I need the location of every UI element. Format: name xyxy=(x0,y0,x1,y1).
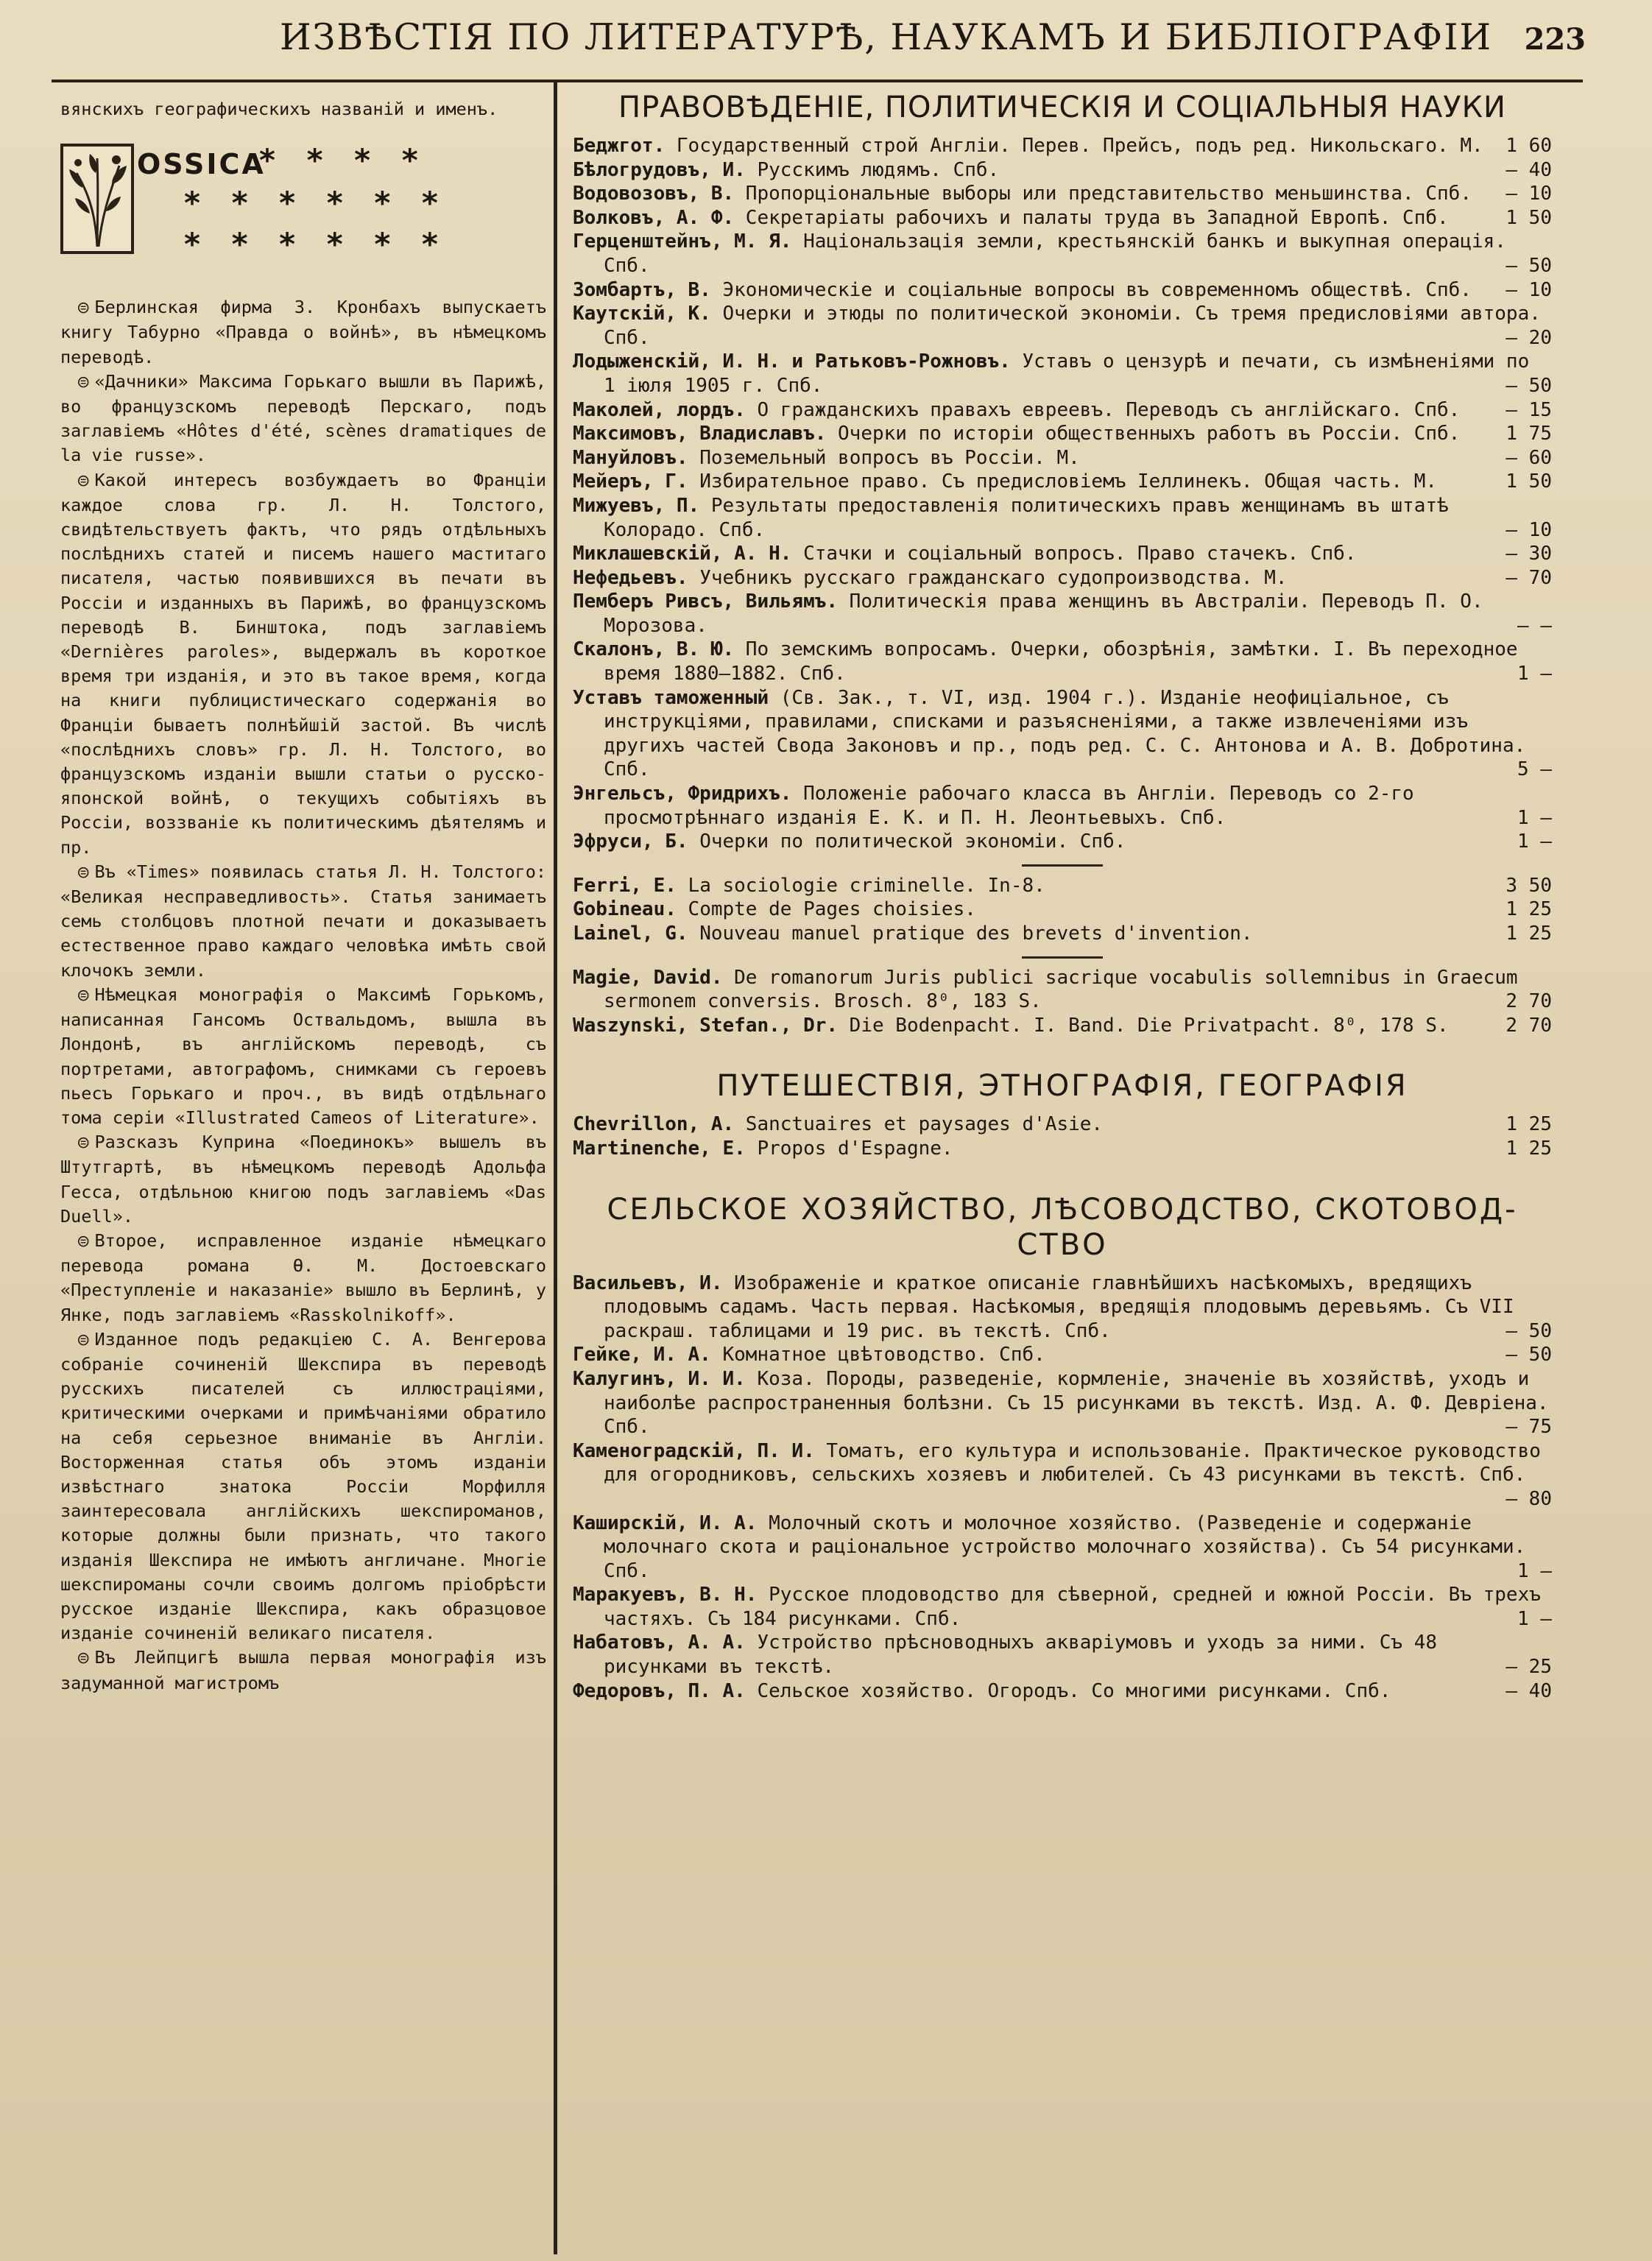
entry-price: 1 — xyxy=(1517,1559,1552,1582)
bibliography-entry xyxy=(573,590,1552,638)
entry-author: Волковъ, А. Ф. xyxy=(573,206,735,229)
entry-author: Набатовъ, А. А. xyxy=(573,1632,746,1654)
entry-author: Маколей, лордъ. xyxy=(573,398,746,421)
entry-price: 1 25 xyxy=(1505,923,1552,945)
entry-price: — 10 xyxy=(1505,183,1552,205)
entry-price: — 40 xyxy=(1505,1679,1552,1702)
entry-title: Устройство прѣсноводныхъ акваріумовъ и уходъ за ними. Съ 48 рисунками въ текстѣ. xyxy=(604,1632,1438,1679)
bullet-icon: ⊜ xyxy=(77,471,91,490)
bibliography-entry xyxy=(573,302,1552,350)
entry-title: Положеніе рабочаго класса въ Англіи. Переводъ со 2-го просмотрѣннаго изданія Е. К. и П. Н. Леонтьевыхъ. Спб. xyxy=(604,783,1414,829)
entry-title: Изображеніе и краткое описаніе главнѣйшихъ насѣкомыхъ, вредящихъ плодовымъ садамъ. Часть первая. Насѣкомыя, вредящія плодовымъ деревьямъ. Съ VII раскраш. таблицами и 19 рис. въ текстѣ. Спб. xyxy=(604,1271,1514,1342)
entry-author: Нефедьевъ. xyxy=(573,566,688,589)
entry-author: Максимовъ, Владиславъ. xyxy=(573,423,827,445)
entry-price: 1 75 xyxy=(1505,423,1552,445)
entry-price: 1 25 xyxy=(1505,1137,1552,1160)
entry-title: Sanctuaires et paysages d'Asie. xyxy=(734,1113,1104,1136)
bibliography-entry xyxy=(573,1631,1552,1679)
news-item: ⊜ Второе, исправленное изданіе нѣмецкаго перевода романа Ѳ. М. Достоевскаго «Преступленіе и наказаніе» вышло въ Берлинѣ, у Янке, подъ заглавіемъ «Rasskolnikoff». xyxy=(60,1230,546,1325)
bibliography-entry xyxy=(573,922,1552,946)
section-heading-travel: ПУТЕШЕСТВІЯ, ЭТНОГРАФІЯ, ГЕОГРАФІЯ xyxy=(716,1069,1408,1104)
bibliography-entry xyxy=(573,1112,1552,1137)
bibliography-entry xyxy=(573,1137,1552,1161)
entry-title: Уставъ о цензурѣ и печати, съ измѣненіями по 1 іюля 1905 г. Спб. xyxy=(604,350,1530,397)
entry-title: Молочный скотъ и молочное хозяйство. (Разведеніе и содержаніе молочнаго скота и раціональное устройство молочнаго хозяйства). Съ 54 рисунками. Спб. xyxy=(604,1512,1526,1582)
bullet-icon: ⊜ xyxy=(77,1649,91,1668)
entry-author: Миклашевскій, А. Н. xyxy=(573,543,792,565)
entry-price: — 20 xyxy=(1505,326,1552,349)
bibliography-entry xyxy=(573,874,1552,898)
stars-row-3: * * * * * * xyxy=(184,226,448,263)
bibliography-entry xyxy=(573,1583,1552,1631)
entry-price: — 40 xyxy=(1505,158,1552,181)
law-foreign-entries xyxy=(573,874,1552,946)
news-item: ⊜ Въ «Times» появилась статья Л. Н. Толстого: «Великая несправедливость». Статья занимаетъ семь столбцовъ плотной печати и доказываетъ естественное право каждаго человѣка имѣть свой клочокъ земли. xyxy=(60,861,546,981)
page-number: 223 xyxy=(1524,22,1586,57)
left-column xyxy=(60,97,546,1696)
entry-title: Комнатное цвѣтоводство. Спб. xyxy=(710,1344,1045,1366)
law-entries xyxy=(573,134,1552,854)
entry-price: 2 70 xyxy=(1505,990,1552,1013)
entry-title: Nouveau manuel pratique des brevets d'invention. xyxy=(688,923,1253,945)
entry-title: Секретаріаты рабочихъ и палаты труда въ Западной Европѣ. Спб. xyxy=(734,206,1449,229)
bibliography-entry xyxy=(573,1439,1552,1512)
bullet-icon: ⊜ xyxy=(77,1232,91,1251)
entry-price: — 10 xyxy=(1505,278,1552,301)
separator-rule xyxy=(1022,956,1103,959)
bibliography-entry xyxy=(573,782,1552,830)
entry-author: Скалонъ, В. Ю. xyxy=(573,638,735,661)
entry-price: — 25 xyxy=(1505,1656,1552,1679)
section-heading-agriculture xyxy=(573,1192,1552,1263)
entry-author: Каширскій, И. А. xyxy=(573,1512,758,1534)
entry-title: Compte de Pages choisies. xyxy=(676,898,976,921)
entry-title: Государственный строй Англіи. Перев. Прейсъ, подъ ред. Никольскаго. М. xyxy=(665,135,1483,157)
entry-title: Учебникъ русскаго гражданскаго судопроизводства. М. xyxy=(688,566,1288,589)
entry-price: — 50 xyxy=(1505,254,1552,277)
right-column xyxy=(573,90,1552,1703)
entry-author: Лодыженскій, И. Н. и Ратьковъ-Рожновъ. xyxy=(573,350,1011,373)
entry-title: (Св. Зак., т. VI, изд. 1904 г.). Изданіе неофиціальное, съ инструкціями, правилами, списками и разъясненіями, а также извлеченіями изъ другихъ частей Свода Законовъ и пр., подъ ред. С. С. Антонова и А. В. Добротина. Спб. xyxy=(604,686,1526,781)
rossica-word: OSSICA xyxy=(137,148,266,181)
bibliography-entry xyxy=(573,422,1552,446)
entry-title: La sociologie criminelle. In-8. xyxy=(676,874,1045,897)
section-heading-line: СЕЛЬСКОЕ ХОЗЯЙСТВО, ЛѢСОВОДСТВО, СКОТОВОД- xyxy=(607,1192,1518,1227)
entry-price: 1 25 xyxy=(1505,1113,1552,1136)
news-item: ⊜ «Дачники» Максима Горькаго вышли въ Парижѣ, во французскомъ переводѣ Перскаго, подъ заглавіемъ «Hôtes d'été, scènes dramatiques de la vie russe». xyxy=(60,370,546,466)
entry-title: Политическія права женщинъ въ Австраліи. Переводъ П. О. Морозова. xyxy=(604,590,1483,637)
entry-price: 3 50 xyxy=(1505,874,1552,897)
entry-title: Избирательное право. Съ предисловіемъ Іеллинекъ. Общая часть. М. xyxy=(688,470,1438,493)
entry-title: Очерки и этюды по политической экономіи. Съ тремя предисловіями автора. Спб. xyxy=(604,303,1541,349)
entry-title: О гражданскихъ правахъ евреевъ. Переводъ съ англійскаго. Спб. xyxy=(745,398,1461,421)
running-head: ИЗВѢСТІЯ ПО ЛИТЕРАТУРѢ, НАУКАМЪ И БИБЛІОГРАФІИ xyxy=(280,16,1493,58)
bibliography-entry xyxy=(573,278,1552,303)
entry-title: Томатъ, его культура и использованіе. Практическое руководство для огородниковъ, сельскихъ хозяевъ и любителей. Съ 43 рисунками въ текстѣ. Спб. xyxy=(604,1439,1541,1486)
entry-price: — 50 xyxy=(1505,1344,1552,1366)
entry-title: Пропорціональные выборы или представительство меньшинства. Спб. xyxy=(734,183,1472,205)
entry-author: Бѣлогрудовъ, И. xyxy=(573,158,746,181)
entry-title: Русское плодоводство для сѣверной, средней и южной Россіи. Въ трехъ частяхъ. Съ 184 рисунками. Спб. xyxy=(604,1584,1541,1630)
bibliography-entry xyxy=(573,158,1552,183)
bibliography-entry xyxy=(573,1367,1552,1439)
entry-price: — 75 xyxy=(1505,1416,1552,1439)
entry-author: Ferri, E. xyxy=(573,874,677,897)
news-item: ⊜ Берлинская фирма З. Кронбахъ выпускаетъ книгу Табурно «Правда о войнѣ», въ нѣмецкомъ переводѣ. xyxy=(60,297,546,367)
entry-title: Die Bodenpacht. I. Band. Die Privatpacht. 8⁰, 178 S. xyxy=(838,1014,1449,1037)
bibliography-entry xyxy=(573,182,1552,206)
law-german-entries xyxy=(573,966,1552,1038)
travel-entries xyxy=(573,1112,1552,1160)
entry-title: Поземельный вопросъ въ Россіи. М. xyxy=(688,446,1080,469)
bibliography-entry xyxy=(573,1512,1552,1584)
bibliography-entry xyxy=(573,350,1552,398)
entry-author: Уставъ таможенный xyxy=(573,686,769,709)
news-item: ⊜ Въ Лейпцигѣ вышла первая монографія изъ задуманной магистромъ xyxy=(60,1647,546,1693)
entry-author: Мейеръ, Г. xyxy=(573,470,688,493)
entry-author: Гейке, И. А. xyxy=(573,1344,711,1366)
entry-author: Мануйловъ. xyxy=(573,446,688,469)
entry-price: — 80 xyxy=(1505,1487,1552,1510)
news-item: ⊜ Нѣмецкая монографія о Максимѣ Горькомъ, написанная Гансомъ Оствальдомъ, вышла въ Лондонѣ, въ англійскомъ переводѣ, съ портретами, автографомъ, снимками съ героевъ пьесъ Горькаго и проч., въ видѣ отдѣльнаго тома серіи «Illustrated Cameos of Literature». xyxy=(60,984,546,1128)
entry-price: — 50 xyxy=(1505,1319,1552,1342)
bibliography-entry xyxy=(573,398,1552,423)
entry-author: Мижуевъ, П. xyxy=(573,494,700,517)
rossica-vignette-icon xyxy=(60,144,134,254)
entry-author: Васильевъ, И. xyxy=(573,1271,723,1294)
bibliography-entry xyxy=(573,1014,1552,1038)
agriculture-entries xyxy=(573,1271,1552,1704)
entry-author: Пемберъ Ривсъ, Вильямъ. xyxy=(573,590,839,613)
entry-title: По земскимъ вопросамъ. Очерки, обозрѣнія, замѣтки. I. Въ переходное время 1880—1882. Спб. xyxy=(604,638,1518,685)
bibliography-entry xyxy=(573,897,1552,922)
stars-row-2: * * * * * * xyxy=(184,185,448,222)
entry-price: 1 25 xyxy=(1505,898,1552,921)
entry-price: — 60 xyxy=(1505,446,1552,469)
news-item: ⊜ Разсказъ Куприна «Поединокъ» вышелъ въ Штутгартѣ, въ нѣмецкомъ переводѣ Адольфа Гесса, отдѣльною книгою подъ заглавіемъ «Das Duell». xyxy=(60,1132,546,1227)
entry-price: 1 — xyxy=(1517,663,1552,685)
stars-row-1: * * * * xyxy=(259,142,428,179)
entry-author: Маракуевъ, В. Н. xyxy=(573,1584,758,1606)
entry-author: Каутскій, К. xyxy=(573,303,711,325)
entry-title: Результаты предоставленія политическихъ правъ женщинамъ въ штатѣ Колорадо. Спб. xyxy=(604,494,1449,541)
bullet-icon: ⊜ xyxy=(77,986,91,1005)
entry-price: — — xyxy=(1517,614,1552,637)
section-heading-line: СТВО xyxy=(1017,1227,1108,1262)
entry-author: Каменоградскій, П. И. xyxy=(573,1439,815,1462)
bibliography-entry xyxy=(573,230,1552,278)
entry-author: Герценштейнъ, М. Я. xyxy=(573,230,792,253)
bibliography-entry xyxy=(573,206,1552,230)
bullet-icon: ⊜ xyxy=(77,863,91,882)
entry-title: Стачки и соціальный вопросъ. Право стачекъ. Спб. xyxy=(791,543,1357,565)
entry-title: Національзація земли, крестьянскій банкъ и выкупная операція. Спб. xyxy=(604,230,1506,277)
bibliography-entry xyxy=(573,446,1552,470)
bibliography-entry xyxy=(573,966,1552,1014)
entry-author: Водовозовъ, В. xyxy=(573,183,735,205)
bibliography-entry xyxy=(573,470,1552,494)
bibliography-entry xyxy=(573,542,1552,566)
entry-price: 2 70 xyxy=(1505,1014,1552,1037)
entry-title: De romanorum Juris publici sacrique vocabulis sollemnibus in Graecum sermonem conversis. Brosch. 8⁰, 183 S. xyxy=(604,966,1518,1013)
bullet-icon: ⊜ xyxy=(77,373,91,392)
entry-price: — 50 xyxy=(1505,374,1552,397)
entry-price: — 30 xyxy=(1505,543,1552,565)
entry-title: Коза. Породы, разведеніе, кормленіе, значеніе въ хозяйствѣ, уходъ и наиболѣе распространенныя болѣзни. Съ 15 рисунками въ текстѣ. Изд. А. Ф. Девріена. Спб. xyxy=(604,1367,1549,1439)
entry-price: — 10 xyxy=(1505,518,1552,541)
entry-author: Федоровъ, П. А. xyxy=(573,1679,746,1702)
entry-author: Waszynski, Stefan., Dr. xyxy=(573,1014,839,1037)
entry-price: 1 60 xyxy=(1505,135,1552,157)
entry-price: — 70 xyxy=(1505,566,1552,589)
bibliography-entry xyxy=(573,1271,1552,1344)
entry-title: Русскимъ людямъ. Спб. xyxy=(745,158,1000,181)
bibliography-entry xyxy=(573,1343,1552,1367)
entry-price: 1 — xyxy=(1517,806,1552,829)
entry-author: Gobineau. xyxy=(573,898,677,921)
entry-price: 1 50 xyxy=(1505,206,1552,229)
entry-author: Martinenche, E. xyxy=(573,1137,746,1160)
header-rule xyxy=(52,80,1583,82)
entry-title: Propos d'Espagne. xyxy=(745,1137,953,1160)
news-item: ⊜ Какой интересъ возбуждаетъ во Франціи каждое слова гр. Л. Н. Толстого, свидѣтельствуетъ фактъ, что рядъ отдѣльныхъ послѣднихъ статей и писемъ нашего маститаго писателя, частью появившихся въ печати въ Россіи и изданныхъ въ Парижѣ, во французскомъ переводѣ В. Бинштока, подъ заглавіемъ «Dernières paroles», выдержалъ въ короткое время три изданія, и это въ такое время, когда на книги публицистическаго содержанія во Франціи бываетъ полнѣйшій застой. Въ числѣ «послѣднихъ словъ» гр. Л. Н. Толстого, во французскомъ изданіи вышли статьи о русско-японской войнѣ, о текущихъ событіяхъ въ Россіи, воззваніе къ политическимъ дѣятелямъ и пр. xyxy=(60,469,546,858)
bibliography-entry xyxy=(573,494,1552,542)
entry-price: 5 — xyxy=(1517,758,1552,781)
entry-author: Калугинъ, И. И. xyxy=(573,1367,746,1390)
entry-author: Беджгот. xyxy=(573,135,666,157)
column-divider xyxy=(554,82,557,2254)
entry-price: 1 50 xyxy=(1505,470,1552,493)
bullet-icon: ⊜ xyxy=(77,1134,91,1153)
separator-rule xyxy=(1022,864,1103,867)
bullet-icon: ⊜ xyxy=(77,1330,91,1350)
entry-author: Эфруси, Б. xyxy=(573,830,688,853)
lead-paragraph: вянскихъ географическихъ названій и именъ. xyxy=(60,99,498,119)
entry-price: — 15 xyxy=(1505,398,1552,421)
bibliography-entry xyxy=(573,830,1552,854)
bibliography-entry xyxy=(573,1679,1552,1704)
bibliography-entry xyxy=(573,638,1552,685)
entry-author: Зомбартъ, В. xyxy=(573,278,711,301)
bullet-icon: ⊜ xyxy=(77,299,91,318)
entry-author: Chevrillon, A. xyxy=(573,1113,735,1136)
entry-author: Magie, David. xyxy=(573,966,723,989)
bibliography-entry xyxy=(573,134,1552,158)
entry-author: Энгельсъ, Фридрихъ. xyxy=(573,783,792,805)
entry-title: Очерки по исторіи общественныхъ работъ въ Россіи. Спб. xyxy=(826,423,1461,445)
bibliography-entry xyxy=(573,566,1552,590)
news-item: ⊜ Изданное подъ редакціею С. А. Венгерова собраніе сочиненій Шекспира въ переводѣ русскихъ писателей съ иллюстраціями, критическими очерками и примѣчаніями обратило на себя серьезное вниманіе въ Англіи. Восторженная статья объ этомъ изданіи извѣстнаго знатока Россіи Морфилля заинтересовала англійскихъ шекспироманов, которые должны были признать, что такого изданія Шекспира не имѣютъ англичане. Многіе шекспироманы сочли своимъ долгомъ пріобрѣсти русское изданіе Шекспира, какъ образцовое изданіе сочиненій великаго писателя. xyxy=(60,1328,546,1644)
section-heading-law: ПРАВОВѢДЕНІЕ, ПОЛИТИЧЕСКІЯ И СОЦІАЛЬНЫЯ НАУКИ xyxy=(618,91,1506,124)
entry-price: 1 — xyxy=(1517,830,1552,853)
entry-title: Сельское хозяйство. Огородъ. Со многими рисунками. Спб. xyxy=(745,1679,1391,1702)
bibliography-entry xyxy=(573,686,1552,782)
entry-price: 1 — xyxy=(1517,1607,1552,1630)
entry-title: Экономическіе и соціальные вопросы въ современномъ обществѣ. Спб. xyxy=(710,278,1472,301)
rossica-heading xyxy=(60,144,546,267)
entry-author: Lainel, G. xyxy=(573,923,688,945)
entry-title: Очерки по политической экономіи. Спб. xyxy=(688,830,1126,853)
